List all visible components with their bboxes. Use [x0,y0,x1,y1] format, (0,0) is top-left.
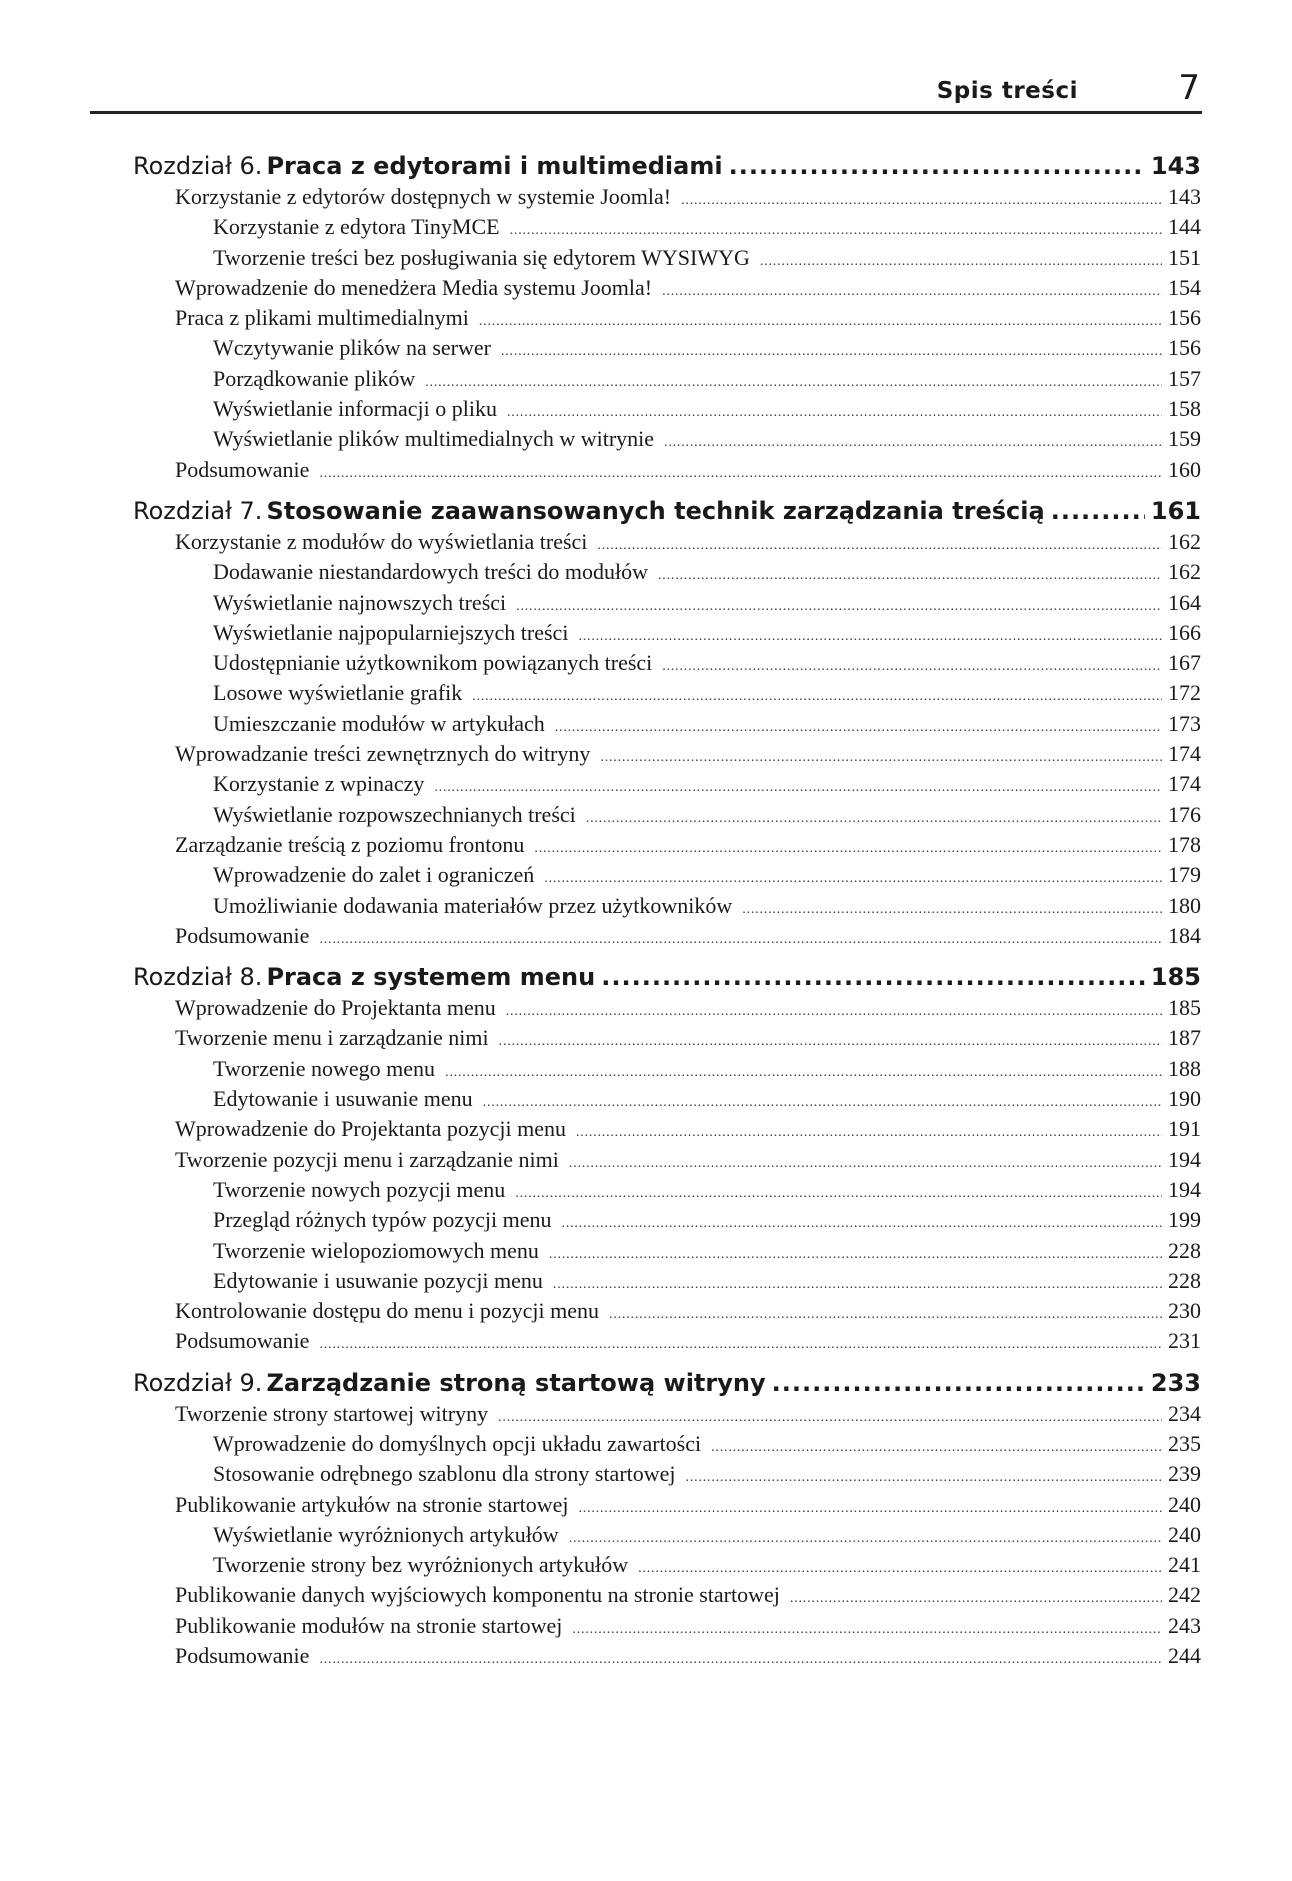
entry-page-number: 158 [1168,396,1201,422]
dot-leader [499,1034,1162,1050]
entry-page-number: 239 [1168,1461,1201,1487]
dot-leader [597,538,1162,554]
entry-page-number: 156 [1168,335,1201,361]
chapter-title: Praca z systemem menu [266,963,596,992]
toc-subsection-entry[interactable] [133,802,1201,832]
entry-title: Wyświetlanie rozpowszechnianych treści [213,801,576,827]
entry-page-number: 184 [1168,922,1201,948]
entry-title: Publikowanie artykułów na stronie startowej [175,1491,569,1517]
toc-subsection-entry[interactable] [133,590,1201,620]
toc-subsection-entry[interactable] [133,426,1201,456]
entry-title: Podsumowanie [175,1643,310,1669]
entry-page-number: 179 [1168,862,1201,888]
entry-title: Edytowanie i usuwanie menu [213,1086,473,1112]
entry-page-number: 160 [1168,456,1201,482]
entry-page-number: 176 [1168,801,1201,827]
dot-leader [600,750,1162,766]
running-header-title: Spis treści [936,78,1078,104]
dot-leader [578,629,1162,645]
dot-leader [501,344,1162,360]
entry-title: Kontrolowanie dostępu do menu i pozycji menu [175,1298,600,1324]
entry-title: Edytowanie i usuwanie pozycji menu [213,1267,543,1293]
entry-page-number: 162 [1168,559,1201,585]
entry-page-number: 191 [1168,1116,1201,1142]
toc-subsection-entry[interactable] [133,1431,1201,1461]
header-rule [90,111,1202,114]
entry-title: Podsumowanie [175,1328,310,1354]
entry-page-number: 243 [1168,1612,1201,1638]
toc-section-entry[interactable] [133,995,1201,1025]
entry-title: Przegląd różnych typów pozycji menu [213,1207,552,1233]
entry-page-number: 185 [1168,995,1201,1021]
entry-title: Korzystanie z edytorów dostępnych w systemie Joomla! [175,184,672,209]
entry-title: Zarządzanie treścią z poziomu frontonu [175,831,525,857]
dot-leader [658,568,1162,584]
entry-title: Umieszczanie modułów w artykułach [213,710,545,736]
chapter-heading[interactable] [133,152,1201,184]
entry-title: Tworzenie wielopoziomowych menu [213,1237,539,1263]
entry-title: Umożliwianie dodawania materiałów przez użytkowników [213,892,733,918]
toc-subsection-entry[interactable] [133,771,1201,801]
toc-section-entry[interactable] [133,1401,1201,1431]
entry-title: Wczytywanie plików na serwer [213,335,491,361]
chapter-page-number: 143 [1150,152,1201,180]
entry-page-number: 173 [1168,710,1201,736]
entry-page-number: 144 [1168,214,1201,240]
entry-title: Wprowadzenie do Projektanta pozycji menu [175,1116,566,1142]
entry-title: Publikowanie danych wyjściowych komponentu na stronie startowej [175,1582,780,1608]
chapter-number: Rozdział 6. [133,152,263,180]
toc-subsection-entry[interactable] [133,396,1201,426]
toc-section-entry[interactable] [133,1025,1201,1055]
entry-page-number: 228 [1168,1267,1201,1293]
toc-subsection-entry[interactable] [133,366,1201,396]
dot-leader [549,1247,1162,1263]
toc-section-entry[interactable] [133,184,1201,214]
chapter-page-number: 185 [1150,963,1201,992]
toc-section-entry[interactable] [133,741,1201,771]
dot-leader [483,1095,1162,1111]
entry-page-number: 199 [1168,1207,1201,1233]
toc-subsection-entry[interactable] [133,620,1201,650]
entry-page-number: 228 [1168,1237,1201,1263]
dot-leader [498,1410,1162,1426]
entry-page-number: 240 [1168,1521,1201,1547]
entry-title: Wyświetlanie informacji o pliku [213,396,497,422]
toc-section-entry[interactable] [133,457,1201,487]
dot-leader [711,1440,1162,1456]
entry-title: Udostępnianie użytkownikom powiązanych treści [213,650,653,676]
dot-leader [662,284,1162,300]
dot-leader [445,1065,1162,1081]
toc-subsection-entry[interactable] [133,711,1201,741]
toc-subsection-entry[interactable] [133,862,1201,892]
entry-title: Korzystanie z edytora TinyMCE [213,214,500,240]
entry-page-number: 162 [1168,528,1201,554]
chapter-heading[interactable] [133,963,1201,995]
dot-leader [790,1591,1162,1607]
entry-page-number: 174 [1168,741,1201,767]
toc-subsection-entry[interactable] [133,1086,1201,1116]
entry-page-number: 194 [1168,1146,1201,1172]
entry-page-number: 174 [1168,771,1201,797]
entry-title: Wprowadzanie treści zewnętrznych do witryny [175,741,591,767]
dot-leader [1051,497,1145,525]
dot-leader [686,1470,1162,1486]
toc-subsection-entry[interactable] [133,559,1201,589]
entry-title: Tworzenie nowych pozycji menu [213,1176,506,1202]
dot-leader [638,1561,1162,1577]
page-number: 7 [1178,68,1200,108]
dot-leader [609,1307,1162,1323]
table-of-contents [133,152,1201,1673]
entry-page-number: 235 [1168,1430,1201,1456]
entry-title: Stosowanie odrębnego szablonu dla strony startowej [213,1461,676,1487]
entry-title: Dodawanie niestandardowych treści do modułów [213,559,648,585]
dot-leader [561,1216,1162,1232]
chapter-title: Zarządzanie stroną startową witryny [266,1368,766,1397]
chapter-page-number: 161 [1150,496,1201,525]
toc-section-entry[interactable] [133,529,1201,559]
chapter-heading[interactable] [133,497,1201,529]
dot-leader [507,405,1162,421]
toc-subsection-entry[interactable] [133,1207,1201,1237]
entry-page-number: 178 [1168,831,1201,857]
dot-leader [664,435,1162,451]
dot-leader [319,1337,1162,1353]
chapter-number: Rozdział 7. [133,496,263,525]
toc-subsection-entry[interactable] [133,1177,1201,1207]
toc-section-entry[interactable] [133,1613,1201,1643]
entry-page-number: 231 [1168,1328,1201,1354]
entry-page-number: 180 [1168,892,1201,918]
dot-leader [516,599,1162,615]
entry-title: Wprowadzenie do domyślnych opcji układu zawartości [213,1430,702,1456]
toc-subsection-entry[interactable] [133,1238,1201,1268]
toc-section-entry[interactable] [133,1582,1201,1612]
entry-title: Wyświetlanie najpopularniejszych treści [213,619,569,645]
entry-title: Wyświetlanie wyróżnionych artykułów [213,1521,559,1547]
entry-page-number: 188 [1168,1055,1201,1081]
dot-leader [760,254,1162,270]
toc-section-entry[interactable] [133,1147,1201,1177]
dot-leader [662,659,1162,675]
toc-section-entry[interactable] [133,305,1201,335]
dot-leader [319,1652,1162,1668]
entry-title: Wprowadzenie do menedżera Media systemu Joomla! [175,274,653,300]
dot-leader [472,689,1162,705]
dot-leader [534,841,1162,857]
entry-title: Wprowadzenie do Projektanta menu [175,995,496,1021]
dot-leader [544,871,1162,887]
toc-subsection-entry[interactable] [133,1268,1201,1298]
entry-title: Tworzenie nowego menu [213,1055,436,1081]
toc-section-entry[interactable] [133,1298,1201,1328]
entry-title: Korzystanie z wpinaczy [213,771,425,797]
page-header [90,60,1202,114]
toc-subsection-entry[interactable] [133,650,1201,680]
entry-page-number: 241 [1168,1552,1201,1578]
dot-leader [319,932,1162,948]
dot-leader [578,1501,1162,1517]
entry-title: Praca z plikami multimedialnymi [175,305,469,331]
dot-leader [742,902,1162,918]
dot-leader [681,193,1162,209]
entry-title: Tworzenie menu i zarządzanie nimi [175,1025,489,1051]
entry-title: Tworzenie strony bez wyróżnionych artykułów [213,1552,629,1578]
entry-page-number: 234 [1168,1400,1201,1426]
entry-page-number: 164 [1168,589,1201,615]
entry-title: Wyświetlanie najnowszych treści [213,589,507,615]
dot-leader [555,720,1162,736]
dot-leader [572,1622,1162,1638]
dot-leader [510,223,1162,239]
toc-section-entry[interactable] [133,1328,1201,1358]
dot-leader [434,780,1162,796]
toc-subsection-entry[interactable] [133,214,1201,244]
dot-leader [729,152,1145,180]
chapter-heading[interactable] [133,1369,1201,1401]
toc-section-entry[interactable] [133,1643,1201,1673]
entry-page-number: 187 [1168,1025,1201,1051]
entry-title: Podsumowanie [175,922,310,948]
toc-subsection-entry[interactable] [133,335,1201,365]
dot-leader [553,1277,1162,1293]
entry-title: Losowe wyświetlanie grafik [213,680,463,706]
dot-leader [569,1531,1162,1547]
dot-leader [425,375,1162,391]
dot-leader [515,1186,1162,1202]
entry-page-number: 172 [1168,680,1201,706]
chapter-page-number: 233 [1150,1368,1201,1397]
dot-leader [586,811,1162,827]
entry-title: Tworzenie pozycji menu i zarządzanie nimi [175,1146,559,1172]
entry-title: Tworzenie treści bez posługiwania się edytorem WYSIWYG [213,244,750,270]
toc-subsection-entry[interactable] [133,1552,1201,1582]
entry-page-number: 242 [1168,1582,1201,1608]
entry-page-number: 159 [1168,426,1201,452]
toc-subsection-entry[interactable] [133,245,1201,275]
chapter-title: Stosowanie zaawansowanych technik zarządzania treścią [266,496,1045,525]
toc-section-entry[interactable] [133,832,1201,862]
dot-leader [506,1004,1162,1020]
entry-title: Wprowadzenie do zalet i ograniczeń [213,862,535,888]
entry-page-number: 143 [1168,184,1201,209]
chapter-number: Rozdział 8. [133,963,263,992]
entry-page-number: 166 [1168,619,1201,645]
toc-subsection-entry[interactable] [133,1056,1201,1086]
toc-section-entry[interactable] [133,923,1201,953]
dot-leader [576,1125,1162,1141]
entry-page-number: 151 [1168,244,1201,270]
toc-subsection-entry[interactable] [133,680,1201,710]
entry-title: Publikowanie modułów na stronie startowej [175,1612,563,1638]
entry-page-number: 230 [1168,1298,1201,1324]
entry-page-number: 190 [1168,1086,1201,1112]
toc-section-entry[interactable] [133,1492,1201,1522]
dot-leader [772,1369,1145,1397]
entry-title: Korzystanie z modułów do wyświetlania treści [175,528,588,554]
entry-page-number: 156 [1168,305,1201,331]
entry-page-number: 167 [1168,650,1201,676]
toc-subsection-entry[interactable] [133,893,1201,923]
entry-page-number: 240 [1168,1491,1201,1517]
dot-leader [601,963,1145,991]
entry-page-number: 194 [1168,1176,1201,1202]
chapter-number: Rozdział 9. [133,1368,263,1397]
entry-title: Tworzenie strony startowej witryny [175,1400,489,1426]
toc-subsection-entry[interactable] [133,1461,1201,1491]
toc-subsection-entry[interactable] [133,1522,1201,1552]
toc-section-entry[interactable] [133,275,1201,305]
entry-title: Wyświetlanie plików multimedialnych w witrynie [213,426,655,452]
toc-section-entry[interactable] [133,1116,1201,1146]
dot-leader [479,314,1162,330]
entry-title: Porządkowanie plików [213,365,416,391]
dot-leader [319,466,1162,482]
dot-leader [569,1156,1162,1172]
entry-page-number: 157 [1168,365,1201,391]
entry-title: Podsumowanie [175,456,310,482]
chapter-title: Praca z edytorami i multimediami [266,152,723,180]
entry-page-number: 244 [1168,1643,1201,1669]
entry-page-number: 154 [1168,274,1201,300]
